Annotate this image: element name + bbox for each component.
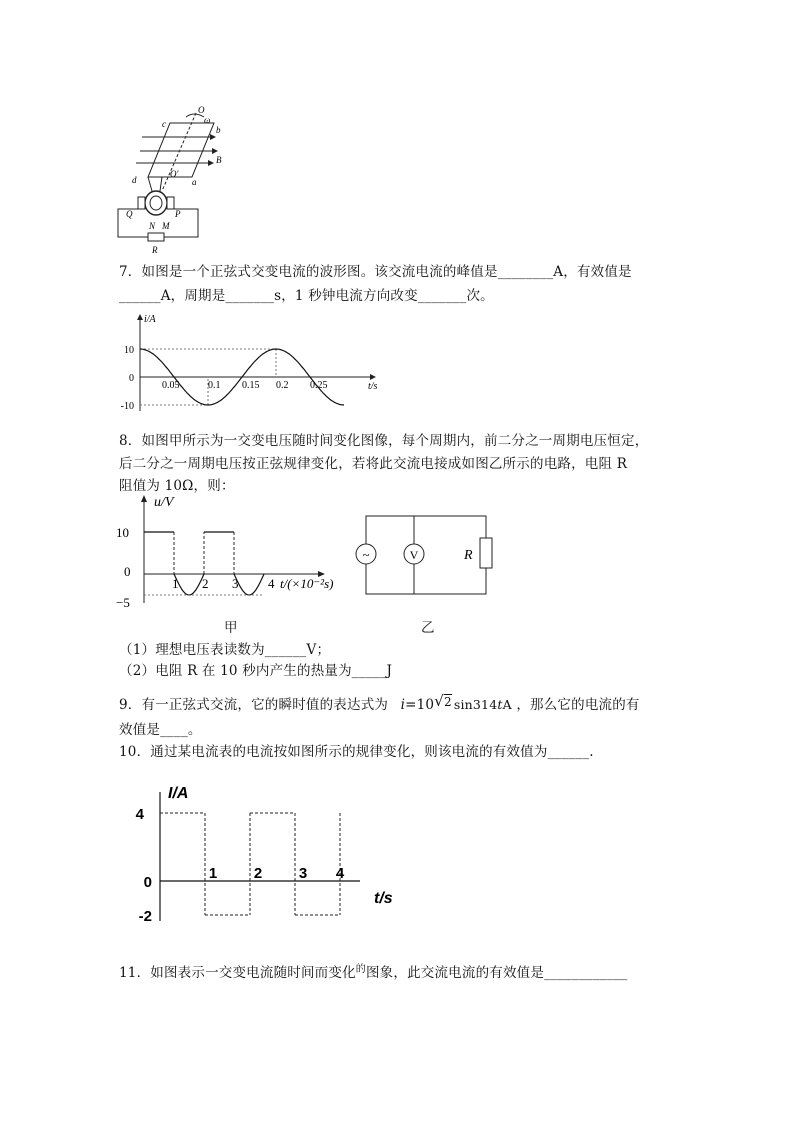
x-tick-label: 3 (232, 576, 239, 591)
field-arrow (212, 148, 218, 154)
sine-half (234, 574, 264, 595)
label-M: M (162, 221, 170, 231)
y-axis-arrow (141, 495, 147, 502)
q9-expr-sin: sin314 (453, 697, 498, 712)
x-tick-label: 3 (298, 865, 308, 882)
x-tick-label: 0.15 (242, 380, 260, 391)
label-Q: Q (126, 209, 133, 219)
q9-expr-i: i (400, 697, 406, 713)
y-axis-label: I/A (168, 785, 189, 802)
rotation-axis (162, 113, 196, 191)
q11-text-pre: 11．如图表示一交变电流随时间而变化 (119, 965, 356, 981)
resistor-label: R (464, 548, 473, 563)
y-tick-label: 0 (124, 564, 131, 579)
q11-small-de: 的 (355, 964, 366, 975)
x-tick-label: 1 (172, 576, 179, 591)
q8-caption-jia: 甲 (224, 620, 238, 636)
label-a: a (192, 177, 197, 187)
x-axis-label: t/(×10⁻²s) (280, 576, 334, 591)
x-tick-label: 1 (208, 865, 218, 882)
coil-plane (148, 123, 214, 177)
q8-text-line1: 8．如图甲所示为一交变电压随时间变化图像，每个周期内，前二分之一周期电压恒定， (119, 433, 649, 449)
q8-voltage-chart (112, 492, 357, 610)
q9-expr-eq: =10 (405, 697, 435, 713)
y-tick-label: 4 (135, 806, 144, 823)
label-b: b (216, 125, 221, 135)
ac-source-symbol: ~ (362, 547, 370, 562)
label-c: c (162, 119, 166, 129)
q9-text-line1 (119, 694, 640, 715)
q8-sub2: （2）电阻 R 在 10 秒内产生的热量为_____J (119, 663, 393, 679)
y-tick-label: 10 (124, 345, 134, 356)
q10-current-chart (130, 778, 405, 923)
y-axis-label: u/V (154, 495, 174, 510)
q9-text-post: ，那么它的电流的有 (516, 697, 640, 713)
label-N: N (149, 221, 156, 231)
brush-right (167, 197, 174, 209)
x-tick-label: 0.1 (208, 380, 221, 391)
y-tick-label: −5 (116, 595, 130, 610)
label-O-prime: O′ (170, 169, 179, 179)
coil-lead (160, 177, 162, 191)
q7-sine-chart (110, 312, 378, 414)
q9-expr-root: 2 (443, 695, 452, 709)
x-axis-label: t/s (374, 890, 393, 907)
brush-left (138, 197, 145, 209)
slip-ring-inner (150, 196, 162, 210)
resistor-R (148, 233, 164, 241)
x-tick-label: 0.05 (162, 380, 180, 391)
x-tick-label: 2 (202, 576, 209, 591)
q7-text-line2: ______A，周期是_______s，1 秒钟电流方向改变_______次。 (119, 288, 494, 304)
label-omega: ω (204, 115, 211, 125)
y-tick-label: -2 (138, 908, 152, 925)
y-tick-label: 0 (129, 373, 134, 384)
x-tick-label: 0.2 (276, 380, 289, 391)
label-B: B (216, 155, 222, 165)
generator-figure (112, 105, 232, 255)
x-tick-label: 2 (253, 865, 263, 882)
label-P: P (175, 209, 181, 219)
y-tick-label: 10 (116, 525, 129, 540)
q9-text-line2: 效值是____。 (119, 722, 202, 738)
x-axis-arrow (370, 374, 376, 380)
q9-expr-A: A (502, 697, 512, 712)
q8-sub1: （1）理想电压表读数为______V； (119, 642, 331, 658)
q9-expr-t: t (497, 697, 503, 712)
coil-lead (148, 177, 152, 191)
y-tick-label: 0 (143, 874, 152, 891)
q9-expression (400, 692, 517, 713)
y-axis-arrow (137, 314, 143, 320)
x-tick-label: 4 (335, 865, 345, 882)
resistor (480, 538, 492, 568)
label-d: d (132, 175, 137, 185)
q8-text-line3: 阻值为 10Ω，则： (119, 478, 235, 494)
x-tick-label: 0.25 (310, 380, 328, 391)
label-R: R (152, 245, 158, 255)
q8-caption-yi: 乙 (421, 620, 435, 636)
voltmeter-label: V (409, 548, 419, 562)
q11-text-post: 图象，此交流电流的有效值是____________ (365, 965, 628, 981)
q7-text-line1: 7．如图是一个正弦式交变电流的波形图。该交流电流的峰值是________A，有效值是 (119, 264, 632, 280)
field-arrow (208, 160, 214, 166)
external-circuit (118, 209, 148, 237)
q10-text-line1: 10．通过某电流表的电流按如图所示的规律变化，则该电流的有效值为______. (119, 744, 594, 760)
label-O: O (198, 105, 205, 115)
q8-circuit (350, 508, 495, 598)
q8-text-line2: 后二分之一周期电压按正弦规律变化，若将此交流电接成如图乙所示的电路，电阻 R (119, 456, 628, 472)
q9-sqrt: √ (434, 692, 444, 710)
x-tick-label: 4 (268, 576, 275, 591)
q11-text-line1 (119, 963, 627, 985)
slip-ring (145, 191, 167, 215)
q9-text-pre: 9．有一正弦式交流，它的瞬时值的表达式为 (119, 697, 389, 713)
x-axis-label: t/s (368, 381, 378, 392)
sine-half (174, 574, 204, 595)
y-axis-label: i/A (144, 314, 156, 325)
y-tick-label: -10 (120, 401, 134, 412)
